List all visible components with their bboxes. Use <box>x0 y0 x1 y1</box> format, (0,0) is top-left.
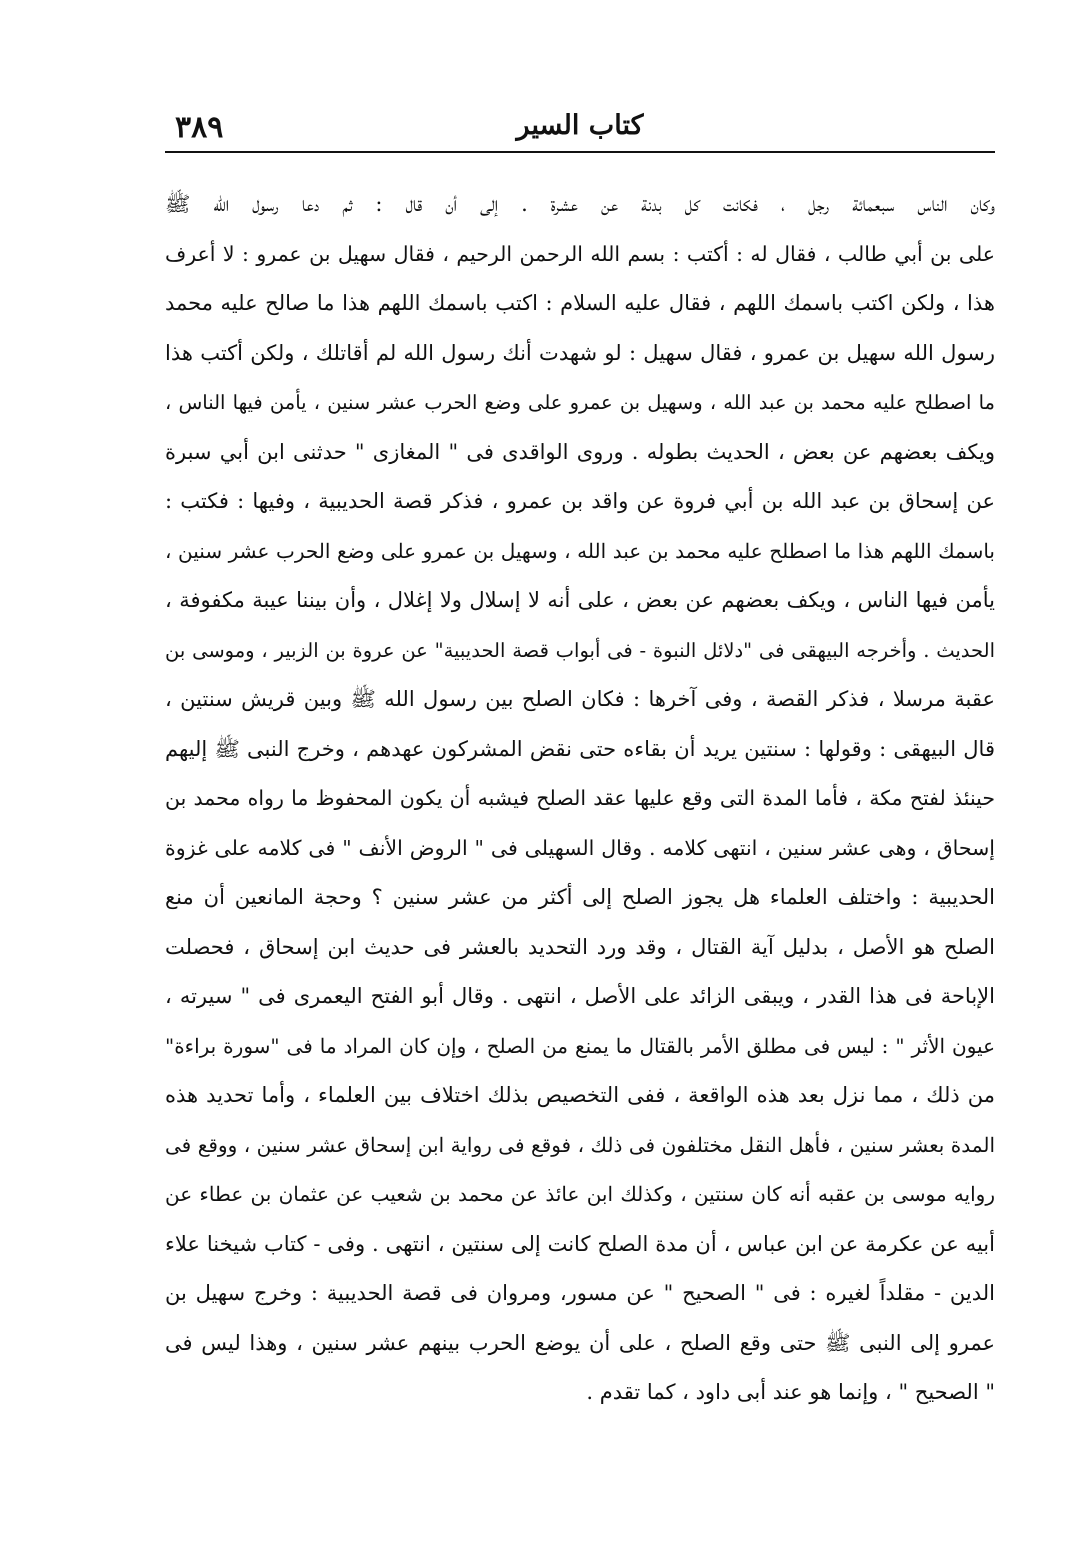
text-line: إسحاق ، وهى عشر سنين ، انتهى كلامه . وقال السهيلى فى " الروض الأنف " فى كلامه على غزوة <box>165 835 995 860</box>
header-rule <box>165 151 995 153</box>
text-line: باسمك اللهم هذا ما اصطلح عليه محمد بن عبد الله ، وسهيل بن عمرو على وضع الحرب عشر سنين ، <box>165 538 995 563</box>
page-header <box>165 100 995 150</box>
text-line: رسول الله سهيل بن عمرو ، فقال سهيل : لو شهدت أنك رسول الله لم أقاتلك ، ولكن أكتب هذا <box>165 340 995 365</box>
running-title: كتاب السير <box>516 110 644 141</box>
text-line: على بن أبي طالب ، فقال له : أكتب : بسم الله الرحمن الرحيم ، فقال سهيل بن عمرو : لا أعرف <box>165 241 995 266</box>
text-line: من ذلك ، مما نزل بعد هذه الواقعة ، ففى التخصيص بذلك اختلاف بين العلماء ، وأما تحديد هذه <box>165 1083 995 1107</box>
text-line: حينئذ لفتح مكة ، فأما المدة التى وقع عليها عقد الصلح فيشبه أن يكون المحفوظ ما رواه محمد بن <box>165 786 995 810</box>
body-text <box>165 180 995 1418</box>
text-line: عن إسحاق بن عبد الله بن أبي فروة عن واقد بن عمرو ، فذكر قصة الحديبية ، وفيها : فكتب : <box>165 489 995 513</box>
text-line: عقبة مرسلا ، فذكر القصة ، وفى آخرها : فكان الصلح بين رسول الله ﷺ وبين قريش سنتين ، <box>165 687 995 711</box>
text-line: " الصحيح " ، وإنما هو عند أبى داود ، كما تقدم . <box>586 1380 995 1404</box>
text-line: قال البيهقى : وقولها : سنتين يريد أن بقاءه حتى نقض المشركون عهدهم ، وخرج النبى ﷺ إليهم <box>165 736 995 761</box>
text-line: المدة بعشر سنين ، فأهل النقل مختلفون فى ذلك ، فوقع فى رواية ابن إسحاق عشر سنين ، ووقع فى <box>165 1132 995 1157</box>
text-line: عيون الأثر " : ليس فى مطلق الأمر بالقتال ما يمنع من الصلح ، وإن كان المراد ما فى "سورة براءة" <box>165 1033 995 1058</box>
text-line: عمرو إلى النبى ﷺ حتى وقع الصلح ، على أن يوضع الحرب بينهم عشر سنين ، وهذا ليس فى <box>165 1330 995 1355</box>
text-line: الحديث . وأخرجه البيهقى فى "دلائل النبوة - فى أبواب قصة الحديبية" عن عروة بن الزبير ، وموسى بن <box>165 638 995 662</box>
text-line: أبيه عن عكرمة عن ابن عباس ، أن مدة الصلح كانت إلى سنتين ، انتهى . وفى - كتاب شيخنا علاء <box>165 1231 995 1256</box>
text-line: الحديبية : واختلف العلماء هل يجوز الصلح إلى أكثر من عشر سنين ؟ وحجة المانعين أن منع <box>165 885 995 909</box>
text-line: الدين - مقلداً لغيره : فى " الصحيح " عن مسور، ومروان فى قصة الحديبية : وخرج سهيل بن <box>165 1281 995 1305</box>
text-line: يأمن فيها الناس ، ويكف بعضهم عن بعض ، على أنه لا إسلال ولا إغلال ، وأن بيننا عيبة مكفوفة ، <box>165 588 995 612</box>
text-line: الصلح هو الأصل ، بدليل آية القتال ، وقد ورد التحديد بالعشر فى حديث ابن إسحاق ، فحصلت <box>165 934 995 959</box>
text-line: وكان الناس سبعمائة رجل ، فكانت كل بدنة عن عشرة . إلى أن قال : ثم دعا رسول الله ﷺ <box>165 192 995 216</box>
text-line: ويكف بعضهم عن بعض ، الحديث بطوله . وروى الواقدى فى " المغازى " حدثنى ابن أبي سبرة <box>165 439 995 464</box>
page-number: ٣٨٩ <box>175 110 224 145</box>
text-line: الإباحة فى هذا القدر ، ويبقى الزائد على الأصل ، انتهى . وقال أبو الفتح اليعمرى فى " سيرته ، <box>165 984 995 1008</box>
text-line: ما اصطلح عليه محمد بن عبد الله ، وسهيل بن عمرو على وضع الحرب عشر سنين ، يأمن فيها الناس ، <box>165 391 995 414</box>
text-line: هذا ، ولكن اكتب باسمك اللهم ، فقال عليه السلام : اكتب باسمك اللهم هذا ما صالح عليه محمد <box>165 291 995 315</box>
text-line: روايه موسى بن عقبه أنه كان سنتين ، وكذلك ابن عائذ عن محمد بن شعيب عن عثمان بن عطاء عن <box>165 1182 995 1206</box>
